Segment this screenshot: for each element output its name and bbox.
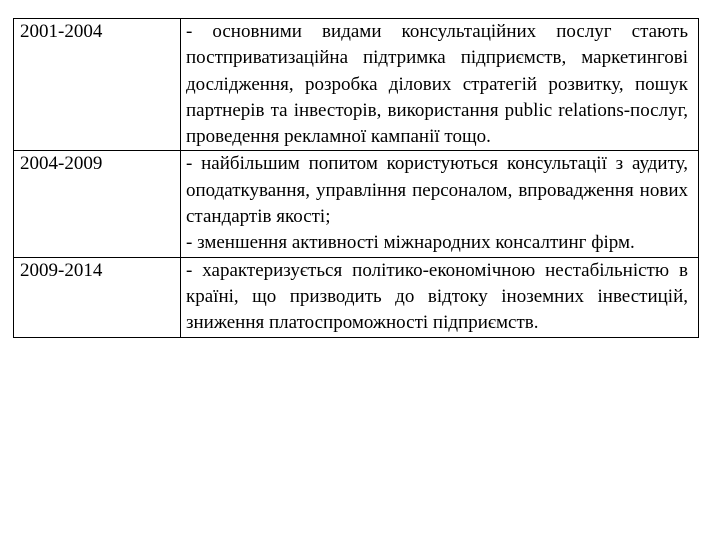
description-paragraph: - характеризується політико-економічною нестабільністю в країні, що призводить до відтоку іноземних інвестицій, зниження платоспроможності підприємств. (186, 259, 688, 334)
description-cell (181, 19, 699, 151)
period-cell: 2001-2004 (14, 19, 181, 151)
table-row (14, 257, 699, 337)
table-row (14, 151, 699, 257)
table-row (14, 19, 699, 151)
description-cell (181, 257, 699, 337)
period-cell: 2009-2014 (14, 257, 181, 337)
periods-table (13, 18, 699, 338)
description-paragraph: - зменшення активності міжнародних консалтинг фірм. (186, 232, 635, 254)
period-cell: 2004-2009 (14, 151, 181, 257)
description-paragraph: - основними видами консультаційних послуг стають постприватизаційна підтримка підприємств, маркетингові дослідження, розробка ділових стратегій розвитку, пошук партнерів та інвесторів, використання public relations-послуг, проведення рекламної кампанії тощо. (186, 21, 688, 148)
description-cell (181, 151, 699, 257)
description-paragraph: - найбільшим попитом користуються консультації з аудиту, оподаткування, управління персоналом, впровадження нових стандартів якості; (186, 153, 688, 228)
